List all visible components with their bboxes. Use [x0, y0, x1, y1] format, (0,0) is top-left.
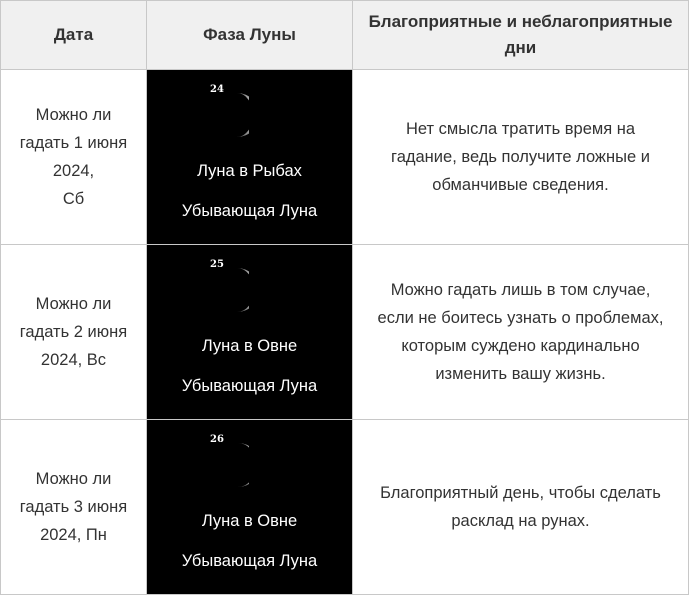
table-header-row [1, 1, 689, 70]
date-cell [1, 70, 147, 245]
moon-sign-label: Луна в Овне [201, 337, 298, 355]
date-cell [1, 245, 147, 420]
moon-sign-label: Луна в Рыбах [197, 162, 302, 180]
header-favorable-days [353, 1, 689, 70]
date-line: Сб [62, 190, 85, 208]
waning-crescent-moon-icon [219, 92, 249, 138]
date-line: гадать 2 июня [19, 323, 128, 341]
date-line: гадать 1 июня [19, 134, 128, 152]
date-line: 2024, Вс [40, 351, 107, 369]
favorable-text-cell [353, 420, 689, 595]
header-date: Дата [1, 1, 147, 70]
favorable-text-line: Благоприятный день, чтобы сделать [380, 484, 661, 502]
favorable-text-line: Нет смысла тратить время на [405, 120, 636, 138]
moon-trend-label: Убывающая Луна [181, 202, 318, 220]
waning-crescent-moon-icon [219, 267, 249, 313]
moon-trend-label: Убывающая Луна [181, 552, 318, 570]
date-line: 2024, Пн [40, 526, 107, 544]
table-row [1, 245, 689, 420]
date-line: Можно ли [35, 295, 112, 313]
moon-sign-label: Луна в Овне [201, 512, 298, 530]
header-favorable-days-line2: дни [504, 38, 537, 57]
favorable-text-line: если не боитесь узнать о проблемах, [377, 309, 664, 327]
favorable-text-line: которым суждено кардинально [401, 337, 640, 355]
moon-trend-label: Убывающая Луна [181, 377, 318, 395]
date-cell [1, 420, 147, 595]
favorable-text-line: обманчивые сведения. [432, 176, 609, 194]
moon-phase-cell [147, 245, 353, 420]
favorable-text-line: изменить вашу жизнь. [435, 365, 606, 383]
favorable-text-line: Можно гадать лишь в том случае, [390, 281, 651, 299]
moon-phase-cell [147, 70, 353, 245]
moon-day-number: 24 [210, 84, 224, 95]
table-row [1, 420, 689, 595]
date-line: 2024, [52, 162, 95, 180]
favorable-text-cell [353, 245, 689, 420]
waning-crescent-moon-icon [219, 442, 249, 488]
moon-day-number: 25 [210, 259, 224, 270]
date-line: гадать 3 июня [19, 498, 128, 516]
date-line: Можно ли [35, 470, 112, 488]
header-favorable-days-line1: Благоприятные и неблагоприятные [368, 12, 673, 31]
favorable-text-cell [353, 70, 689, 245]
moon-day-number: 26 [210, 434, 224, 445]
table-row [1, 70, 689, 245]
moon-phase-cell [147, 420, 353, 595]
favorable-text-line: расклад на рунах. [451, 512, 590, 530]
date-line: Можно ли [35, 106, 112, 124]
favorable-text-line: гадание, ведь получите ложные и [391, 148, 650, 166]
header-moon-phase: Фаза Луны [147, 1, 353, 70]
